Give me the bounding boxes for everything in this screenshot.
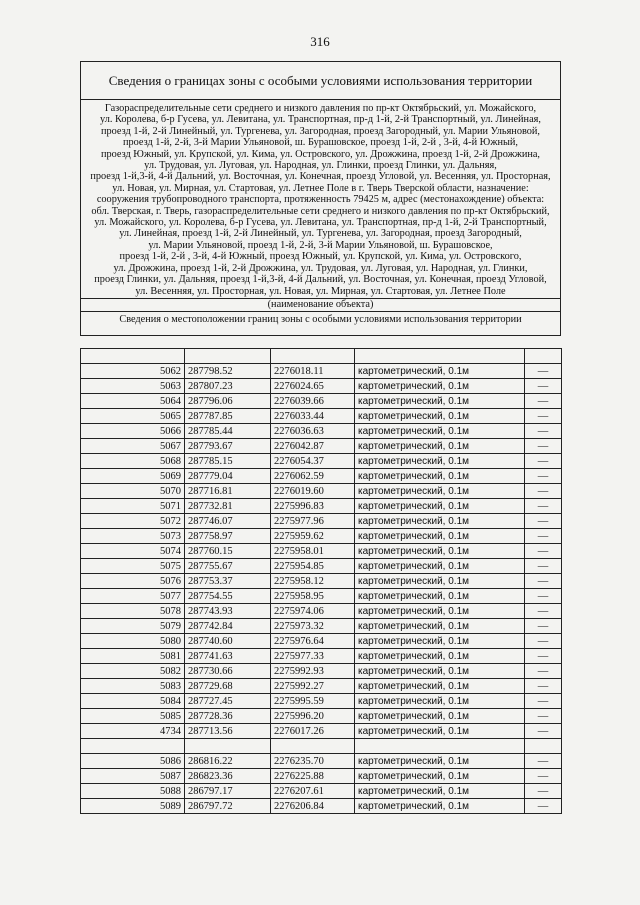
y-coordinate-cell: 2275959.62	[271, 529, 355, 544]
y-coordinate-cell: 2276042.87	[271, 439, 355, 454]
method-accuracy-cell: картометрический, 0.1м	[355, 544, 525, 559]
table-row	[81, 634, 562, 649]
object-description	[81, 100, 560, 299]
method-accuracy-cell: картометрический, 0.1м	[355, 469, 525, 484]
table-row	[81, 409, 562, 424]
x-coordinate-cell: 287716.81	[185, 484, 271, 499]
page-number: 316	[310, 34, 330, 49]
dash-cell: —	[525, 649, 562, 664]
description-line: проезд 1-й, 2-й Линейный, ул. Тургенева, ул. Загородная, проезд Загородный, ул. Марии Ульяновой,	[101, 125, 540, 137]
point-number-cell: 5076	[81, 574, 185, 589]
dash-cell: —	[525, 694, 562, 709]
description-line: проезд Южный, ул. Крупской, ул. Кима, ул. Островского, ул. Дрожжина, проезд 1-й, 2-й Дрожжина,	[100, 148, 540, 160]
x-coordinate-cell: 287732.81	[185, 499, 271, 514]
table-row	[81, 679, 562, 694]
dash-cell: —	[525, 409, 562, 424]
x-coordinate-cell: 287740.60	[185, 634, 271, 649]
dash-cell: —	[525, 484, 562, 499]
method-accuracy-cell: картометрический, 0.1м	[355, 589, 525, 604]
description-line: ул. Трудовая, ул. Луговая, ул. Народная, ул. Глинки, проезд Глинки, ул. Дальняя,	[144, 160, 497, 172]
x-coordinate-cell: 286797.72	[185, 799, 271, 814]
description-line: ул. Королева, б-р Гусева, ул. Левитана, ул. Транспортная, пр-д 1-й, 2-й Транспортный, ул. Линейная,	[100, 114, 541, 126]
table-row	[81, 499, 562, 514]
dash-cell: —	[525, 499, 562, 514]
y-coordinate-cell: 2275996.20	[271, 709, 355, 724]
x-coordinate-cell: 287727.45	[185, 694, 271, 709]
y-coordinate-cell: 2275992.27	[271, 679, 355, 694]
method-accuracy-cell: картометрический, 0.1м	[355, 559, 525, 574]
point-number-cell: 5087	[81, 769, 185, 784]
y-coordinate-cell: 2276054.37	[271, 454, 355, 469]
method-accuracy-cell: картометрический, 0.1м	[355, 364, 525, 379]
y-coordinate-cell: 2275996.83	[271, 499, 355, 514]
method-accuracy-cell: картометрический, 0.1м	[355, 439, 525, 454]
dash-cell: —	[525, 364, 562, 379]
dash-cell: —	[525, 589, 562, 604]
y-coordinate-cell: 2276206.84	[271, 799, 355, 814]
y-coordinate-cell: 2276039.66	[271, 394, 355, 409]
table-row	[81, 559, 562, 574]
table-row	[81, 424, 562, 439]
table-row	[81, 379, 562, 394]
table-row	[81, 664, 562, 679]
method-accuracy-cell: картометрический, 0.1м	[355, 694, 525, 709]
method-accuracy-cell: картометрический, 0.1м	[355, 574, 525, 589]
y-coordinate-cell: 2275977.33	[271, 649, 355, 664]
separator-row	[81, 739, 562, 754]
y-coordinate-cell: 2275958.01	[271, 544, 355, 559]
x-coordinate-cell: 287779.04	[185, 469, 271, 484]
dash-cell: —	[525, 559, 562, 574]
table-row	[81, 544, 562, 559]
method-accuracy-cell: картометрический, 0.1м	[355, 769, 525, 784]
x-coordinate-cell: 287728.36	[185, 709, 271, 724]
table-row	[81, 709, 562, 724]
dash-cell: —	[525, 679, 562, 694]
dash-cell: —	[525, 469, 562, 484]
separator-row	[81, 349, 562, 364]
dash-cell: —	[525, 529, 562, 544]
table-row	[81, 529, 562, 544]
point-number-cell: 5082	[81, 664, 185, 679]
description-line: ул. Весенняя, ул. Просторная, ул. Новая, ул. Мирная, ул. Стартовая, ул. Летнее Поле	[135, 285, 506, 297]
x-coordinate-cell: 287785.15	[185, 454, 271, 469]
method-accuracy-cell: картометрический, 0.1м	[355, 604, 525, 619]
point-number-cell: 5079	[81, 619, 185, 634]
table-row	[81, 484, 562, 499]
y-coordinate-cell: 2275954.85	[271, 559, 355, 574]
y-coordinate-cell: 2275995.59	[271, 694, 355, 709]
x-coordinate-cell: 287798.52	[185, 364, 271, 379]
table-row	[81, 394, 562, 409]
dash-cell: —	[525, 544, 562, 559]
point-number-cell: 5077	[81, 589, 185, 604]
table-row	[81, 799, 562, 814]
method-accuracy-cell: картометрический, 0.1м	[355, 709, 525, 724]
y-coordinate-cell: 2276033.44	[271, 409, 355, 424]
method-accuracy-cell: картометрический, 0.1м	[355, 409, 525, 424]
x-coordinate-cell: 287760.15	[185, 544, 271, 559]
x-coordinate-cell: 287787.85	[185, 409, 271, 424]
y-coordinate-cell: 2276024.65	[271, 379, 355, 394]
y-coordinate-cell: 2275958.95	[271, 589, 355, 604]
y-coordinate-cell: 2276017.26	[271, 724, 355, 739]
table-row	[81, 724, 562, 739]
description-line: Газораспределительные сети среднего и низкого давления по пр-кт Октябрьский, ул. Можайского,	[104, 103, 537, 114]
dash-cell: —	[525, 574, 562, 589]
point-number-cell: 5085	[81, 709, 185, 724]
point-number-cell: 5075	[81, 559, 185, 574]
point-number-cell: 5073	[81, 529, 185, 544]
y-coordinate-cell: 2275973.32	[271, 619, 355, 634]
x-coordinate-cell: 287742.84	[185, 619, 271, 634]
description-line: ул. Линейная, проезд 1-й, 2-й Линейный, ул. Тургенева, ул. Загородная, проезд Загородный,	[119, 228, 522, 240]
y-coordinate-cell: 2276207.61	[271, 784, 355, 799]
x-coordinate-cell: 287758.97	[185, 529, 271, 544]
point-number-cell: 5066	[81, 424, 185, 439]
table-row	[81, 784, 562, 799]
point-number-cell: 5081	[81, 649, 185, 664]
method-accuracy-cell: картометрический, 0.1м	[355, 634, 525, 649]
y-coordinate-cell: 2275977.96	[271, 514, 355, 529]
x-coordinate-cell: 287785.44	[185, 424, 271, 439]
table-row	[81, 514, 562, 529]
y-coordinate-cell: 2276018.11	[271, 364, 355, 379]
x-coordinate-cell: 287753.37	[185, 574, 271, 589]
dash-cell: —	[525, 424, 562, 439]
dash-cell: —	[525, 619, 562, 634]
table-row	[81, 769, 562, 784]
dash-cell: —	[525, 634, 562, 649]
y-coordinate-cell: 2276036.63	[271, 424, 355, 439]
point-number-cell: 5069	[81, 469, 185, 484]
x-coordinate-cell: 286823.36	[185, 769, 271, 784]
x-coordinate-cell: 287807.23	[185, 379, 271, 394]
x-coordinate-cell: 287743.93	[185, 604, 271, 619]
x-coordinate-cell: 287754.55	[185, 589, 271, 604]
point-number-cell: 5062	[81, 364, 185, 379]
point-number-cell: 5067	[81, 439, 185, 454]
table-row	[81, 574, 562, 589]
description-line: проезд 1-й, 2-й, 3-й Марии Ульяновой, ш. Бурашовское, проезд 1-й, 2-й , 3-й, 4-й Южный,	[122, 137, 518, 149]
y-coordinate-cell: 2276235.70	[271, 754, 355, 769]
method-accuracy-cell: картометрический, 0.1м	[355, 499, 525, 514]
y-coordinate-cell: 2276225.88	[271, 769, 355, 784]
point-number-cell: 5074	[81, 544, 185, 559]
dash-cell: —	[525, 709, 562, 724]
method-accuracy-cell: картометрический, 0.1м	[355, 724, 525, 739]
x-coordinate-cell: 287746.07	[185, 514, 271, 529]
method-accuracy-cell: картометрический, 0.1м	[355, 484, 525, 499]
point-number-cell: 5070	[81, 484, 185, 499]
description-line: проезд 1-й,3-й, 4-й Дальний, ул. Восточная, ул. Конечная, проезд Угловой, ул. Весенняя, ул. Просторная,	[90, 171, 551, 183]
x-coordinate-cell: 287730.66	[185, 664, 271, 679]
x-coordinate-cell: 287729.68	[185, 679, 271, 694]
coordinates-table	[80, 348, 562, 814]
method-accuracy-cell: картометрический, 0.1м	[355, 394, 525, 409]
table-row	[81, 589, 562, 604]
table-row	[81, 649, 562, 664]
dash-cell: —	[525, 604, 562, 619]
point-number-cell: 5088	[81, 784, 185, 799]
x-coordinate-cell: 287796.06	[185, 394, 271, 409]
method-accuracy-cell: картометрический, 0.1м	[355, 529, 525, 544]
x-coordinate-cell: 287793.67	[185, 439, 271, 454]
y-coordinate-cell: 2275976.64	[271, 634, 355, 649]
point-number-cell: 5068	[81, 454, 185, 469]
x-coordinate-cell: 287713.56	[185, 724, 271, 739]
method-accuracy-cell: картометрический, 0.1м	[355, 754, 525, 769]
zone-info-header	[80, 61, 561, 336]
y-coordinate-cell: 2276062.59	[271, 469, 355, 484]
point-number-cell: 5071	[81, 499, 185, 514]
point-number-cell: 5084	[81, 694, 185, 709]
y-coordinate-cell: 2276019.60	[271, 484, 355, 499]
table-row	[81, 469, 562, 484]
dash-cell: —	[525, 379, 562, 394]
y-coordinate-cell: 2275958.12	[271, 574, 355, 589]
method-accuracy-cell: картометрический, 0.1м	[355, 799, 525, 814]
method-accuracy-cell: картометрический, 0.1м	[355, 664, 525, 679]
dash-cell: —	[525, 664, 562, 679]
method-accuracy-cell: картометрический, 0.1м	[355, 454, 525, 469]
dash-cell: —	[525, 454, 562, 469]
table-row	[81, 619, 562, 634]
dash-cell: —	[525, 724, 562, 739]
dash-cell: —	[525, 799, 562, 814]
x-coordinate-cell: 287755.67	[185, 559, 271, 574]
point-number-cell: 5083	[81, 679, 185, 694]
point-number-cell: 5072	[81, 514, 185, 529]
x-coordinate-cell: 287741.63	[185, 649, 271, 664]
method-accuracy-cell: картометрический, 0.1м	[355, 424, 525, 439]
x-coordinate-cell: 286816.22	[185, 754, 271, 769]
y-coordinate-cell: 2275974.06	[271, 604, 355, 619]
dash-cell: —	[525, 439, 562, 454]
description-line: проезд Глинки, ул. Дальняя, проезд 1-й,3-й, 4-й Дальний, ул. Восточная, ул. Конечная, проезд Угловой,	[94, 274, 547, 286]
object-name-caption: (наименование объекта)	[81, 299, 560, 312]
description-line: ул. Можайского, ул. Королева, б-р Гусева, ул. Левитана, ул. Транспортная, пр-д 1-й, 2-й Транспортный,	[94, 217, 547, 229]
x-coordinate-cell: 286797.17	[185, 784, 271, 799]
description-line: проезд 1-й, 2-й , 3-й, 4-й Южный, проезд Южный, ул. Крупской, ул. Кима, ул. Островского,	[119, 251, 522, 263]
table-row	[81, 364, 562, 379]
dash-cell: —	[525, 769, 562, 784]
description-line: сооружения трубопроводного транспорта, протяженность 79425 м, адрес (местонахождение) объекта:	[96, 194, 545, 206]
method-accuracy-cell: картометрический, 0.1м	[355, 514, 525, 529]
method-accuracy-cell: картометрический, 0.1м	[355, 379, 525, 394]
dash-cell: —	[525, 754, 562, 769]
method-accuracy-cell: картометрический, 0.1м	[355, 679, 525, 694]
description-line: ул. Марии Ульяновой, проезд 1-й, 2-й, 3-й Марии Ульяновой, ш. Бурашовское,	[148, 239, 493, 251]
point-number-cell: 5086	[81, 754, 185, 769]
method-accuracy-cell: картометрический, 0.1м	[355, 649, 525, 664]
point-number-cell: 5078	[81, 604, 185, 619]
table-row	[81, 694, 562, 709]
table-row	[81, 604, 562, 619]
y-coordinate-cell: 2275992.93	[271, 664, 355, 679]
method-accuracy-cell: картометрический, 0.1м	[355, 619, 525, 634]
document-title: Сведения о границах зоны с особыми условиями использования территории	[81, 62, 560, 100]
method-accuracy-cell: картометрический, 0.1м	[355, 784, 525, 799]
dash-cell: —	[525, 784, 562, 799]
dash-cell: —	[525, 394, 562, 409]
point-number-cell: 5065	[81, 409, 185, 424]
location-heading: Сведения о местоположении границ зоны с особыми условиями использования территории	[81, 312, 560, 336]
table-row	[81, 439, 562, 454]
point-number-cell: 4734	[81, 724, 185, 739]
table-row	[81, 754, 562, 769]
description-line: ул. Дрожжина, проезд 1-й, 2-й Дрожжина, ул. Трудовая, ул. Луговая, ул. Народная, ул. Глинки,	[113, 262, 528, 274]
table-row	[81, 454, 562, 469]
point-number-cell: 5063	[81, 379, 185, 394]
point-number-cell: 5080	[81, 634, 185, 649]
description-line: ул. Новая, ул. Мирная, ул. Стартовая, ул. Летнее Поле в г. Тверь Тверской области, назначение:	[112, 182, 529, 194]
description-line: обл. Тверская, г. Тверь, газораспределительные сети среднего и низкого давления по пр-кт Октябрьский,	[91, 205, 550, 217]
dash-cell: —	[525, 514, 562, 529]
point-number-cell: 5064	[81, 394, 185, 409]
point-number-cell: 5089	[81, 799, 185, 814]
